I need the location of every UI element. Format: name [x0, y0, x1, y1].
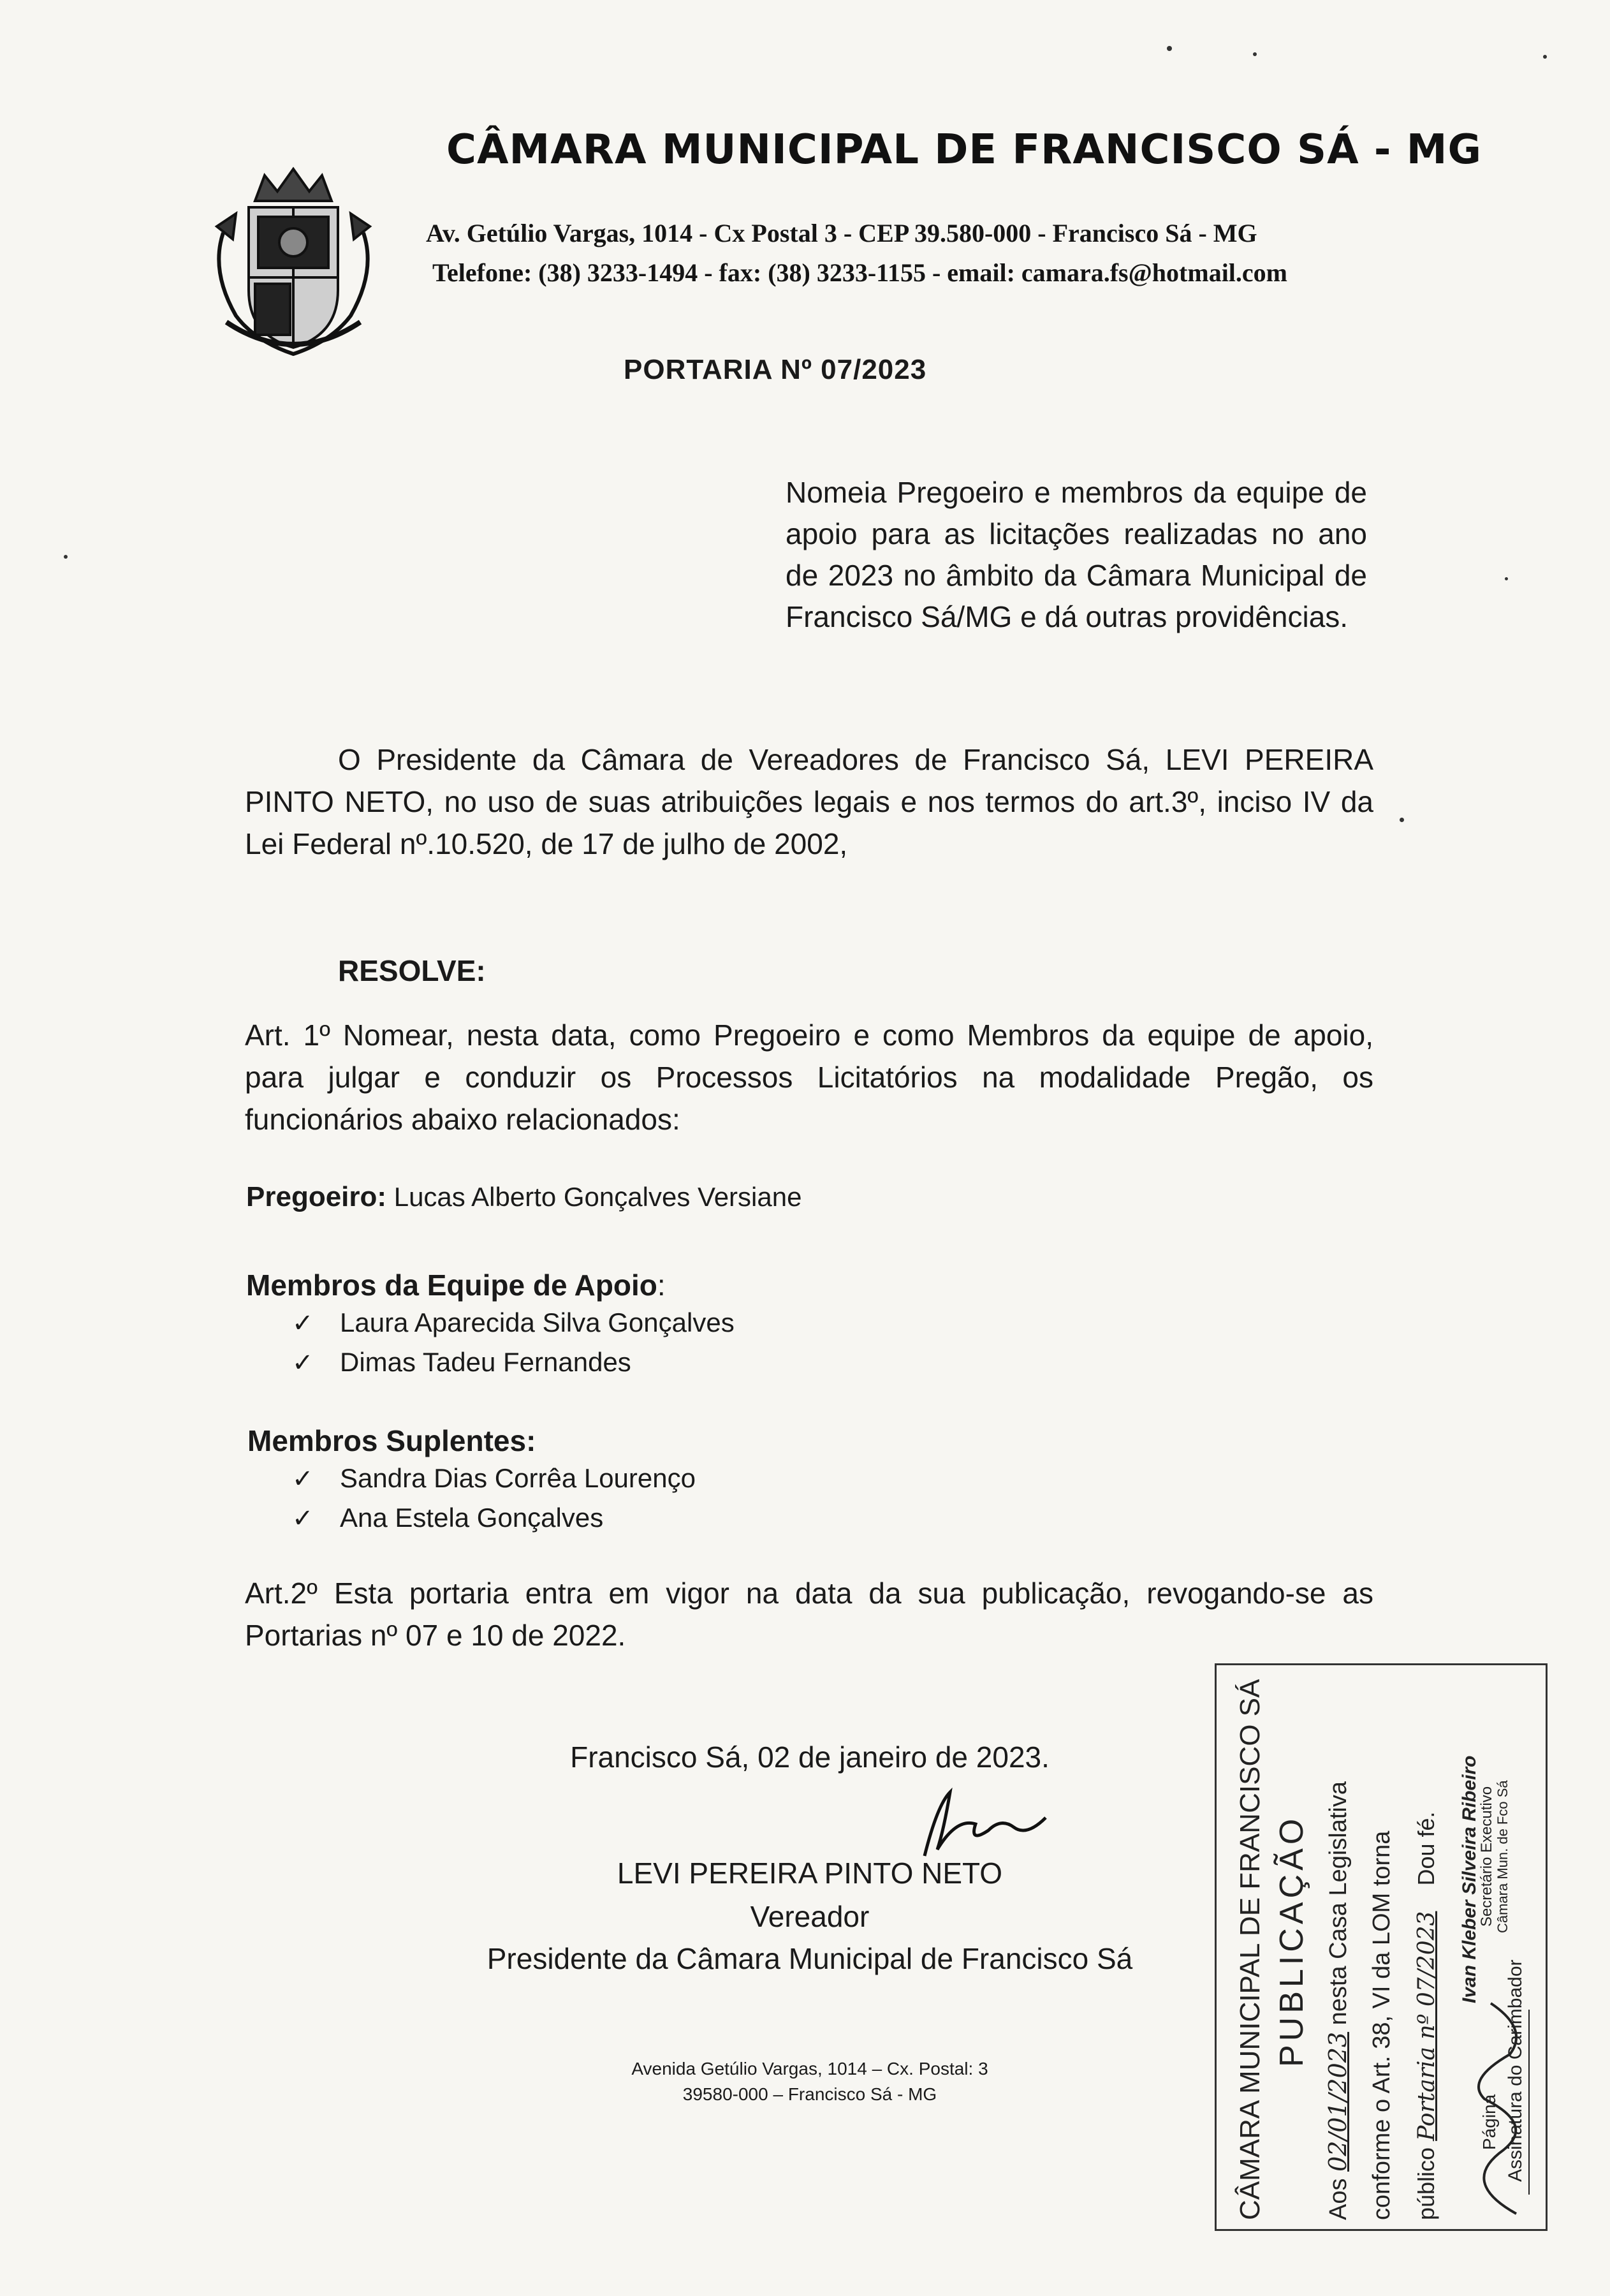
- pregoeiro-line: [246, 1181, 801, 1213]
- article-2: Art.2º Esta portaria entra em vigor na data da sua publicação, revogando-se as Portarias nº 07 e 10 de 2022.: [245, 1577, 1373, 1652]
- stamp-sign-label: Assinatura do Carimbador: [1505, 1959, 1526, 2182]
- scan-speck: [1505, 577, 1508, 580]
- institution-title: CÂMARA MUNICIPAL DE FRANCISCO SÁ - MG: [446, 126, 1482, 173]
- signature-text: [899, 1779, 902, 1780]
- footer-address-line-2: 39580-000 – Francisco Sá - MG: [682, 2084, 937, 2104]
- institution-address: Av. Getúlio Vargas, 1014 - Cx Postal 3 - CEP 39.580-000 - Francisco Sá - MG: [426, 219, 1257, 247]
- stamp-line-3-prefix: público: [1413, 2147, 1439, 2220]
- check-icon: ✓: [292, 1309, 314, 1337]
- equipe-colon: :: [657, 1269, 666, 1302]
- signer-title: Presidente da Câmara Municipal de Francisco Sá: [487, 1942, 1133, 1975]
- stamp-handwritten: Portaria nº 07/2023: [1414, 1911, 1440, 2141]
- stamp-line-3-suffix: Dou fé.: [1413, 1811, 1439, 1886]
- suplente-member-1: Sandra Dias Corrêa Lourenço: [340, 1463, 696, 1493]
- suplentes-heading: Membros Suplentes:: [247, 1424, 536, 1457]
- stamp-signer: Ivan Kleber Silveira Ribeiro: [1459, 1755, 1480, 2003]
- stamp-line-2: conforme o Art. 38, VI da LOM torna: [1368, 1830, 1395, 2220]
- stamp-date: 02/01/2023: [1324, 2031, 1352, 2172]
- coat-of-arms-logo: [198, 156, 389, 360]
- stamp-subheading: PUBLICAÇÃO: [1273, 1814, 1310, 2067]
- footer-address-line-1: Avenida Getúlio Vargas, 1014 – Cx. Postal: 3: [631, 2059, 988, 2079]
- list-item: [292, 1307, 735, 1338]
- equipe-label: Membros da Equipe de Apoio: [246, 1269, 657, 1302]
- date-line: Francisco Sá, 02 de janeiro de 2023.: [570, 1740, 1050, 1774]
- signature-mark: [899, 1779, 1065, 1869]
- equipe-member-1: Laura Aparecida Silva Gonçalves: [340, 1307, 735, 1337]
- signer-role: Vereador: [750, 1900, 870, 1933]
- stamp-line-1: [1324, 1781, 1352, 2220]
- check-icon: ✓: [292, 1505, 314, 1533]
- list-item: [292, 1463, 696, 1494]
- pregoeiro-label: Pregoeiro:: [246, 1181, 387, 1212]
- ementa-text: Nomeia Pregoeiro e membros da equipe de apoio para as licitações realizadas no ano de 2023 no âmbito da Câmara Municipal de Francisco Sá/MG e dá outras providências.: [786, 476, 1367, 633]
- check-icon: ✓: [292, 1465, 314, 1493]
- check-icon: ✓: [292, 1349, 314, 1377]
- stamp-line-1-prefix: Aos: [1325, 2178, 1352, 2220]
- list-item: [292, 1347, 631, 1378]
- list-item: [292, 1503, 603, 1533]
- scan-speck: [1253, 52, 1257, 56]
- stamp-line-1-suffix: nesta Casa Legislativa: [1325, 1781, 1352, 2026]
- stamp-heading: CÂMARA MUNICIPAL DE FRANCISCO SÁ: [1234, 1679, 1266, 2220]
- stamp-signer-org: Câmara Mun. de Fco Sá: [1495, 1780, 1511, 1933]
- stamp-signer-role: Secretário Executivo: [1478, 1786, 1495, 1927]
- article-1: Art. 1º Nomear, nesta data, como Pregoeiro e como Membros da equipe de apoio, para julgar e conduzir os Processos Licitatórios na modalidade Pregão, os funcionários abaixo relacionados:: [245, 1019, 1373, 1136]
- institution-contact: Telefone: (38) 3233-1494 - fax: (38) 3233-1155 - email: camara.fs@hotmail.com: [432, 258, 1287, 287]
- preamble-paragraph: O Presidente da Câmara de Vereadores de Francisco Sá, LEVI PEREIRA PINTO NETO, no uso de suas atribuições legais e nos termos do art.3º, inciso IV da Lei Federal nº.10.520, de 17 de julho de 2002,: [245, 743, 1373, 860]
- stamp-page-label: Página: [1479, 2094, 1499, 2150]
- publication-stamp: [1215, 1663, 1548, 2231]
- scan-speck: [1167, 46, 1172, 51]
- stamp-line-3: [1413, 1811, 1440, 2220]
- scan-speck: [64, 555, 68, 559]
- scan-speck: [1543, 55, 1547, 59]
- suplente-member-2: Ana Estela Gonçalves: [340, 1503, 604, 1533]
- scan-speck: [1400, 818, 1404, 822]
- signer-name: LEVI PEREIRA PINTO NETO: [617, 1857, 1003, 1890]
- pregoeiro-name: Lucas Alberto Gonçalves Versiane: [393, 1182, 802, 1212]
- resolve-heading: RESOLVE:: [338, 954, 486, 987]
- equipe-heading: [246, 1268, 666, 1302]
- stamp-signature-scribble: [1453, 1991, 1542, 2220]
- document-title: PORTARIA Nº 07/2023: [624, 354, 927, 385]
- equipe-member-2: Dimas Tadeu Fernandes: [340, 1347, 631, 1377]
